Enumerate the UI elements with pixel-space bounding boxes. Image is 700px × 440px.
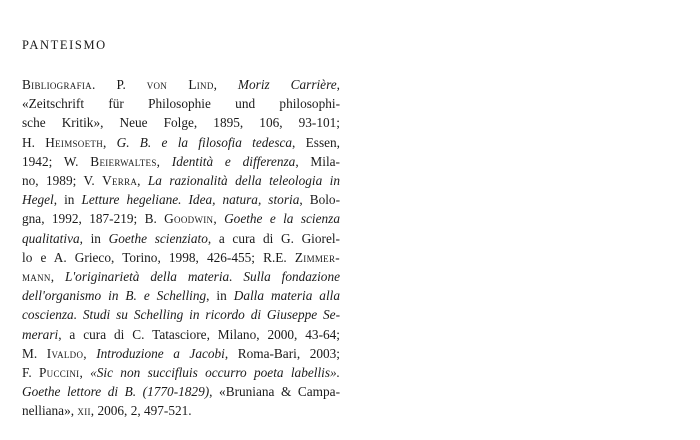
citation-text: , «Bruniana & Campa- — [209, 384, 341, 400]
work-title: Hegel — [22, 192, 54, 208]
bibliography-line — [22, 248, 340, 267]
author-name: Zimmer- — [294, 249, 340, 265]
citation-text: , a cura di C. Tatasciore, Milano, 2000, 43-64; — [58, 326, 340, 342]
author-name: xii — [77, 403, 91, 419]
bibliography-line — [22, 75, 340, 94]
bibliography-line — [22, 152, 340, 171]
citation-text: , — [83, 345, 97, 361]
work-title: Dalla materia alla — [233, 288, 340, 304]
author-name: Heimsoeth — [45, 134, 104, 150]
bibliography-line — [22, 286, 340, 305]
bibliography-line — [22, 229, 340, 248]
author-name: Puccini — [38, 365, 80, 381]
citation-text: H. — [22, 134, 46, 150]
citation-text: sche Kritik», Neue Folge, 1895, 106, 93-101; — [22, 115, 340, 131]
citation-text: M. — [22, 345, 47, 361]
bibliography-line — [22, 190, 340, 209]
citation-text: gna, 1992, 187-219; B. — [22, 211, 165, 227]
author-name: Goodwin — [164, 211, 214, 227]
citation-text: no, 1989; V. — [22, 173, 103, 189]
citation-text: lo e A. Grieco, Torino, 1998, 426-455; R.E. — [22, 249, 295, 265]
section-heading: PANTEISMO — [22, 38, 107, 52]
author-name: von Lind — [146, 77, 214, 92]
author-name: Ivaldo — [46, 345, 84, 361]
work-title: Introduzione a Jacobi — [96, 345, 225, 361]
work-title: qualitativa — [22, 230, 80, 246]
citation-text: , Roma-Bari, 2003; — [224, 345, 340, 361]
author-name: mann — [22, 269, 51, 285]
bibliography-line — [22, 171, 340, 190]
citation-text: , — [156, 153, 172, 169]
work-title: Moriz Carrière — [237, 77, 337, 92]
work-title: coscienza. Studi su Schelling in ricordo di Giuseppe Se- — [22, 307, 340, 323]
bibliography-line — [22, 267, 340, 286]
citation-text: , Mila- — [295, 153, 340, 169]
work-title: merari — [22, 326, 59, 342]
work-title: La razionalità della teleologia in — [147, 173, 340, 189]
citation-text: , — [79, 365, 91, 381]
citation-text: , in — [53, 192, 82, 208]
author-name: Verra — [102, 173, 138, 189]
citation-text: , Bolo- — [299, 192, 341, 208]
work-title: L'originarietà della materia. Sulla fondazione — [64, 269, 340, 285]
bibliography-line — [22, 133, 340, 152]
bibliography-line — [22, 344, 340, 363]
citation-text: , — [103, 134, 117, 150]
work-title: Goethe lettore di B. (1770-1829) — [22, 384, 210, 400]
citation-text: , — [213, 77, 238, 92]
work-title: dell'organismo in B. e Schelling — [22, 288, 207, 304]
author-name: Beierwaltes — [90, 153, 157, 169]
citation-text: , 2006, 2, 497-521. — [90, 403, 192, 419]
citation-text: , — [213, 211, 225, 227]
author-name: Bibliografia. — [22, 77, 96, 92]
work-title: Letture hegeliane. Idea, natura, storia — [81, 192, 300, 208]
citation-text: «Zeitschrift für Philosophie und philosophi- — [22, 96, 340, 112]
work-title: G. B. e la filosofia tedesca — [116, 134, 293, 150]
bibliography-line — [22, 94, 340, 113]
bibliography-line — [22, 363, 340, 382]
bibliography-line — [22, 325, 340, 344]
bibliography-line — [22, 382, 340, 401]
work-title: «Sic non succifluis occurro poeta labellis». — [90, 365, 340, 381]
bibliography-line — [22, 305, 340, 324]
citation-text: 1942; W. — [22, 153, 91, 169]
work-title: Goethe scienziato — [108, 230, 208, 246]
citation-text: , — [137, 173, 148, 189]
citation-text: , — [50, 269, 65, 285]
bibliography-line — [22, 209, 340, 228]
citation-text: , — [336, 77, 340, 92]
citation-text: , in — [206, 288, 234, 304]
work-title: Goethe e la scienza — [224, 211, 340, 227]
bibliography-line — [22, 113, 340, 132]
bibliography-entry — [22, 75, 340, 421]
bibliography-line — [22, 401, 340, 420]
citation-text: nelliana», — [22, 403, 78, 419]
citation-text: , in — [79, 230, 109, 246]
citation-text: , Essen, — [292, 134, 340, 150]
work-title: Identità e differenza — [171, 153, 296, 169]
citation-text: , a cura di G. Giorel- — [207, 230, 340, 246]
citation-text: F. — [22, 365, 39, 381]
page-column — [22, 38, 340, 421]
citation-text: P. — [95, 77, 147, 92]
